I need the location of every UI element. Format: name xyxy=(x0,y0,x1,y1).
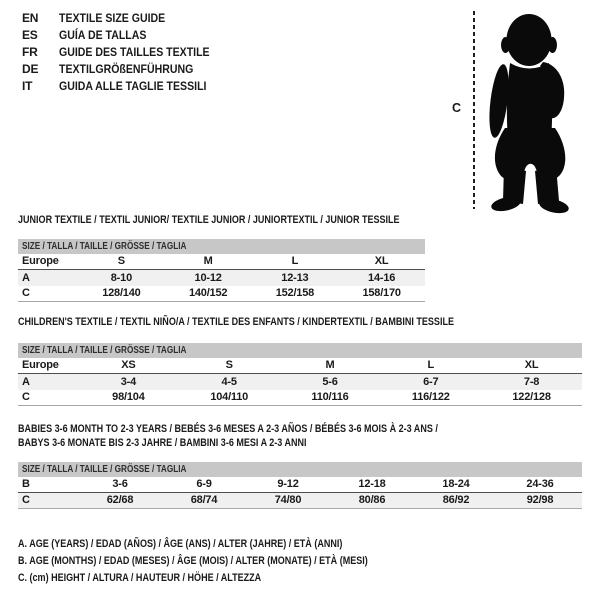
language-row-de xyxy=(22,60,230,77)
height-cell: 86/92 xyxy=(442,494,470,506)
height-cell: 128/140 xyxy=(102,287,141,299)
section-childrens-textile xyxy=(18,315,582,406)
row-label: C xyxy=(22,391,30,403)
row-label: A xyxy=(22,271,30,284)
age-cell: 7-8 xyxy=(523,375,540,388)
age-cell: 10-12 xyxy=(194,271,222,284)
language-list xyxy=(22,9,230,94)
size-cell: L xyxy=(427,359,435,371)
language-row-it xyxy=(22,77,230,94)
table-row-months xyxy=(18,477,582,493)
table-row-height xyxy=(18,286,425,302)
height-cell: 158/170 xyxy=(362,287,401,299)
footnote-c: C. (cm) HEIGHT / ALTURA / HAUTEUR / HÖHE / ALTEZZA xyxy=(18,572,262,584)
table-row-height xyxy=(18,390,582,406)
height-cell: 116/122 xyxy=(411,391,450,403)
age-cell: 6-7 xyxy=(423,375,439,388)
height-cell: 62/68 xyxy=(106,494,134,506)
language-code: IT xyxy=(22,78,33,93)
height-cell: 110/116 xyxy=(311,391,349,403)
language-code: FR xyxy=(22,44,38,59)
size-cell: XS xyxy=(121,359,136,371)
section-title-line2: BABYS 3-6 MONATE BIS 2-3 JAHRE / BAMBINI 3-6 MESI A 2-3 ANNI xyxy=(18,437,307,449)
language-row-es xyxy=(22,26,230,43)
row-label: Europe xyxy=(22,359,59,371)
height-cell: 140/152 xyxy=(188,287,228,299)
table-row-age xyxy=(18,270,425,286)
height-measure-dashed-line xyxy=(473,11,475,209)
section-title: JUNIOR TEXTILE / TEXTIL JUNIOR/ TEXTILE JUNIOR / JUNIORTEXTIL / JUNIOR TESSILE xyxy=(18,214,400,226)
section-babies-textile xyxy=(18,422,582,509)
age-cell: 4-5 xyxy=(221,375,237,388)
baby-silhouette-icon xyxy=(482,8,579,214)
table-row-europe xyxy=(18,254,425,270)
row-label: B xyxy=(22,478,30,490)
height-cell: 98/104 xyxy=(112,391,145,403)
language-code: ES xyxy=(22,27,38,42)
height-cell: 104/110 xyxy=(210,391,249,403)
size-cell: S xyxy=(117,255,125,267)
size-cell: S xyxy=(225,359,233,371)
language-title: GUIDA ALLE TAGLIE TESSILI xyxy=(59,78,207,93)
table-row-age xyxy=(18,374,582,390)
height-cell: 80/86 xyxy=(358,494,386,506)
language-title: TEXTILGRÖßENFÜHRUNG xyxy=(59,61,194,76)
language-title: TEXTILE SIZE GUIDE xyxy=(59,10,166,25)
months-cell: 18-24 xyxy=(442,478,470,490)
row-label: C xyxy=(22,287,30,299)
row-label: A xyxy=(22,375,30,388)
language-row-fr xyxy=(22,43,230,60)
row-label: Europe xyxy=(22,255,59,267)
size-cell: L xyxy=(291,255,299,267)
age-cell: 5-6 xyxy=(322,375,338,388)
height-cell: 152/158 xyxy=(275,287,315,299)
age-cell: 8-10 xyxy=(110,271,132,284)
size-cell: M xyxy=(203,255,213,267)
language-title: GUIDE DES TAILLES TEXTILE xyxy=(59,44,210,59)
footnote-a: A. AGE (YEARS) / EDAD (AÑOS) / ÂGE (ANS) / ALTER (JAHRE) / ETÀ (ANNI) xyxy=(18,538,343,550)
section-title-line1: BABIES 3-6 MONTH TO 2-3 YEARS / BEBÉS 3-6 MESES A 2-3 AÑOS / BÉBÉS 3-6 MOIS À 2-3 ANS / xyxy=(18,423,438,435)
table-row-height xyxy=(18,493,582,509)
section-title: CHILDREN'S TEXTILE / TEXTIL NIÑO/A / TEXTILE DES ENFANTS / KINDERTEXTIL / BAMBINI TESSILE xyxy=(18,316,454,328)
size-cell: M xyxy=(325,359,335,371)
months-cell: 12-18 xyxy=(358,478,386,490)
size-header-bar: SIZE / TALLA / TAILLE / GRÖSSE / TAGLIA xyxy=(18,343,582,358)
section-junior-textile xyxy=(18,213,425,302)
table-row-europe xyxy=(18,358,582,374)
height-cell: 74/80 xyxy=(274,494,302,506)
months-cell: 3-6 xyxy=(112,478,128,490)
height-cell: 92/98 xyxy=(526,494,554,506)
footnotes xyxy=(18,536,445,587)
footnote-b: B. AGE (MONTHS) / EDAD (MESES) / ÂGE (MOIS) / ALTER (MONATE) / ETÀ (MESI) xyxy=(18,555,368,567)
age-cell: 3-4 xyxy=(120,375,137,388)
height-cell: 122/128 xyxy=(512,391,551,403)
months-cell: 24-36 xyxy=(526,478,554,490)
language-title: GUÍA DE TALLAS xyxy=(59,27,147,42)
age-cell: 12-13 xyxy=(281,271,309,284)
height-cell: 68/74 xyxy=(190,494,218,506)
measure-label-c: C xyxy=(452,101,462,115)
size-header-bar: SIZE / TALLA / TAILLE / GRÖSSE / TAGLIA xyxy=(18,462,582,477)
size-cell: XL xyxy=(524,359,539,371)
size-cell: XL xyxy=(374,255,389,267)
language-code: DE xyxy=(22,61,39,76)
language-code: EN xyxy=(22,10,39,25)
age-cell: 14-16 xyxy=(368,271,396,284)
row-label: C xyxy=(22,494,30,506)
months-cell: 9-12 xyxy=(277,478,299,490)
size-header-bar: SIZE / TALLA / TAILLE / GRÖSSE / TAGLIA xyxy=(18,239,425,254)
months-cell: 6-9 xyxy=(196,478,212,490)
language-row-en xyxy=(22,9,230,26)
